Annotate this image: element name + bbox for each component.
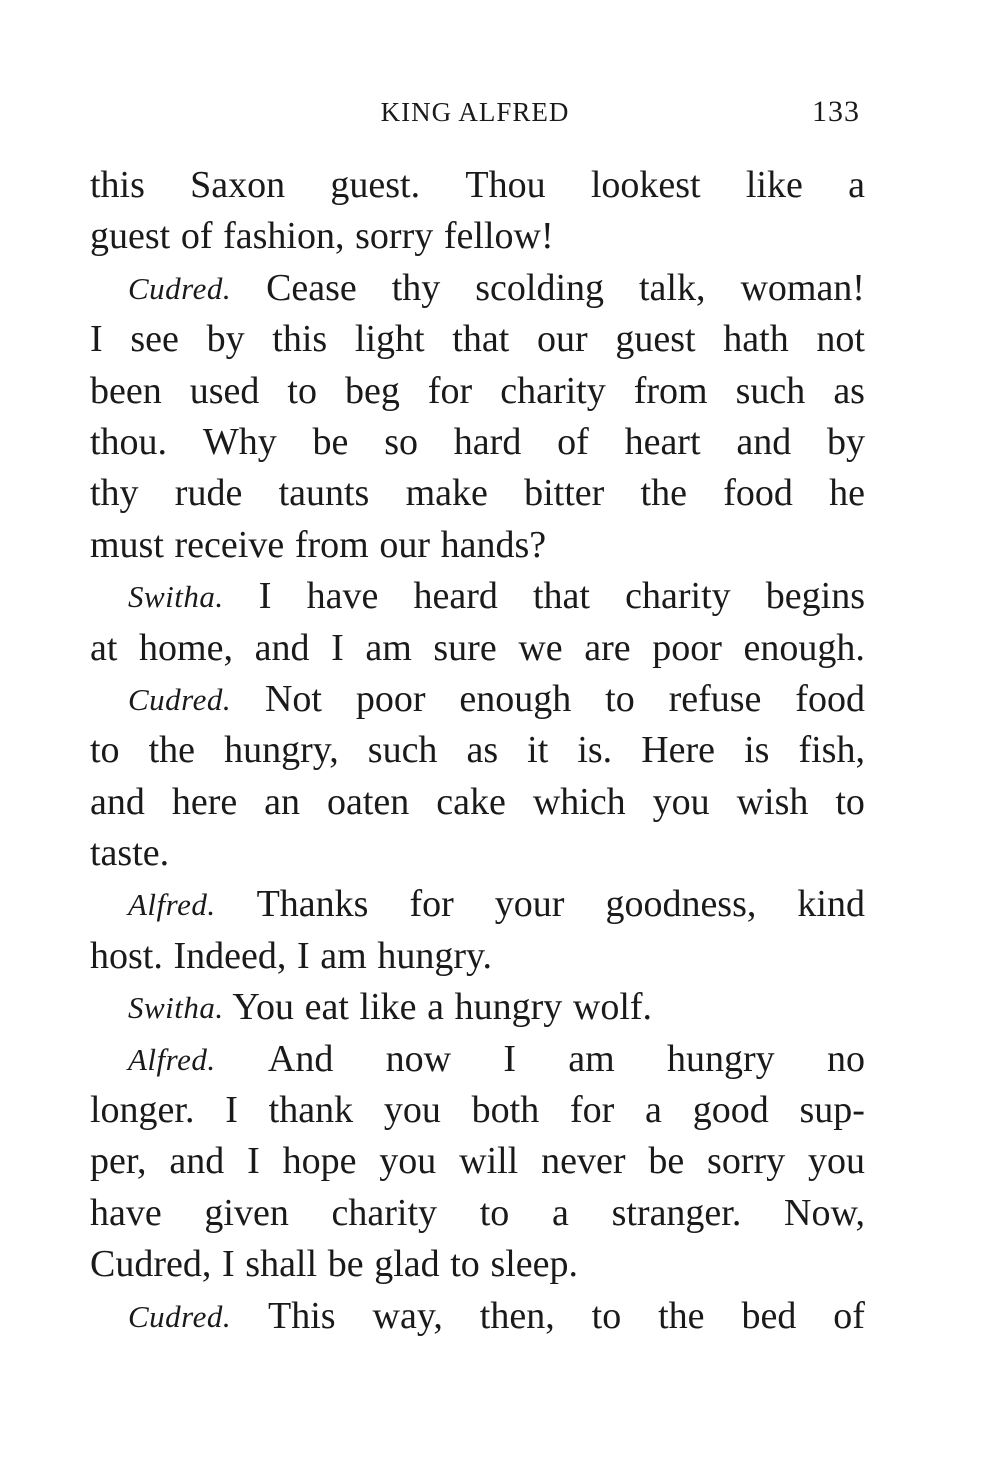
- word: taste.: [90, 832, 170, 875]
- word: heard: [413, 575, 498, 618]
- word: I: [90, 318, 103, 361]
- word: make: [405, 472, 488, 515]
- word: host.: [90, 934, 163, 977]
- text-line: [90, 879, 865, 930]
- word: the: [640, 472, 687, 515]
- word: then,: [479, 1294, 555, 1337]
- text-line: [90, 982, 865, 1033]
- text-line: [90, 1188, 865, 1239]
- word: I: [247, 1140, 260, 1183]
- word: of: [180, 215, 213, 258]
- text-line: [90, 1291, 865, 1342]
- text-line: [90, 674, 865, 725]
- word: a: [848, 164, 865, 206]
- word: poor: [355, 677, 426, 720]
- text-line: [90, 1136, 865, 1187]
- word: food: [723, 472, 793, 515]
- word: must: [90, 523, 164, 566]
- word: food: [795, 677, 865, 720]
- word: like: [745, 164, 803, 206]
- speaker-name: Cudred.: [128, 681, 232, 717]
- word: sup-: [799, 1089, 865, 1132]
- word: a: [645, 1089, 662, 1132]
- word: receive: [174, 523, 285, 566]
- word: light: [354, 318, 425, 361]
- word: at: [90, 626, 118, 669]
- page-number: 133: [812, 95, 860, 128]
- word: and: [736, 420, 792, 463]
- word: Thanks: [256, 883, 369, 926]
- word: you: [808, 1140, 865, 1183]
- word: I: [331, 626, 344, 669]
- word: to: [591, 1294, 622, 1337]
- word: like: [359, 986, 417, 1029]
- word: thy: [391, 266, 441, 309]
- word: have: [306, 575, 379, 618]
- word: Cudred,: [90, 1243, 212, 1286]
- word: wolf.: [572, 986, 653, 1029]
- word: hard: [453, 420, 522, 463]
- word: you: [379, 1140, 437, 1183]
- word: here: [171, 780, 238, 823]
- word: is: [744, 729, 770, 772]
- word: of: [833, 1294, 865, 1337]
- word: the: [148, 729, 196, 772]
- word: to: [605, 677, 635, 720]
- text-line: [90, 1239, 865, 1290]
- text-line: [90, 520, 865, 571]
- word: your: [494, 883, 565, 926]
- text-line: [90, 725, 865, 776]
- word: guest: [90, 215, 171, 258]
- word: to: [479, 1191, 510, 1234]
- word: no: [826, 1037, 865, 1080]
- word: longer.: [90, 1089, 195, 1132]
- running-head-title: KING ALFRED: [380, 97, 570, 127]
- text-line: [90, 211, 865, 262]
- word: that: [533, 575, 590, 618]
- word: hungry: [667, 1037, 775, 1080]
- word: see: [130, 318, 179, 361]
- word: kind: [797, 883, 865, 926]
- word: per,: [90, 1140, 147, 1183]
- text-line: [90, 571, 865, 622]
- word: thy: [90, 472, 139, 515]
- word: rude: [174, 472, 243, 515]
- word: a: [427, 986, 444, 1029]
- text-line: [90, 828, 865, 879]
- word: charity: [331, 1191, 438, 1234]
- word: for: [427, 369, 473, 412]
- word: such: [367, 729, 438, 772]
- word: shall: [245, 1243, 318, 1286]
- word: a: [552, 1191, 569, 1234]
- text-line: [90, 1085, 865, 1136]
- speaker-name: Alfred.: [128, 887, 216, 923]
- word: hungry.: [377, 934, 493, 977]
- text-body: [90, 160, 865, 1342]
- word: thank: [268, 1089, 354, 1132]
- word: poor: [652, 626, 722, 669]
- word: to: [450, 1243, 480, 1286]
- word: eat: [304, 986, 349, 1029]
- word: Not: [264, 677, 322, 720]
- word: and: [169, 1140, 225, 1183]
- word: as: [466, 729, 499, 772]
- word: for: [409, 883, 454, 926]
- word: You: [232, 986, 294, 1029]
- word: so: [384, 420, 418, 463]
- word: now: [385, 1037, 452, 1080]
- word: home,: [139, 626, 233, 669]
- word: will: [459, 1140, 519, 1183]
- word: And: [267, 1037, 334, 1080]
- word: sleep.: [490, 1243, 579, 1286]
- word: refuse: [668, 677, 762, 720]
- word: fellow!: [443, 215, 554, 258]
- word: our: [379, 523, 430, 566]
- running-head: [90, 95, 860, 135]
- speaker-name: Alfred.: [128, 1041, 216, 1077]
- word: glad: [374, 1243, 440, 1286]
- text-line: [90, 417, 865, 468]
- word: sorry: [355, 215, 434, 258]
- speaker-name: Cudred.: [128, 1298, 232, 1334]
- word: from: [294, 523, 369, 566]
- word: which: [532, 780, 626, 823]
- word: cake: [436, 780, 506, 823]
- word: by: [827, 420, 865, 463]
- word: Indeed,: [173, 934, 287, 977]
- word: Cease: [266, 266, 357, 309]
- speaker-name: Switha.: [128, 579, 224, 615]
- word: lookest: [590, 164, 701, 206]
- word: Now,: [784, 1191, 865, 1234]
- word: bed: [741, 1294, 797, 1337]
- word: hungry: [454, 986, 563, 1029]
- word: we: [518, 626, 563, 669]
- word: both: [471, 1089, 540, 1132]
- word: be: [312, 420, 349, 463]
- word: used: [189, 369, 260, 412]
- text-line: [90, 366, 865, 417]
- word: This: [268, 1294, 336, 1337]
- word: sure: [433, 626, 497, 669]
- word: fashion,: [223, 215, 345, 258]
- word: this: [90, 164, 145, 206]
- word: I: [297, 934, 310, 977]
- word: to: [90, 729, 120, 772]
- word: of: [557, 420, 589, 463]
- text-line: [90, 1034, 865, 1085]
- speaker-name: Switha.: [128, 990, 224, 1026]
- word: Why: [202, 420, 277, 463]
- word: as: [833, 369, 865, 412]
- word: it: [527, 729, 549, 772]
- word: goodness,: [605, 883, 757, 926]
- word: I: [225, 1089, 238, 1132]
- word: wish: [736, 780, 809, 823]
- word: be: [327, 1243, 364, 1286]
- word: enough.: [743, 626, 865, 669]
- word: an: [264, 780, 301, 823]
- word: fish,: [798, 729, 865, 772]
- word: woman!: [740, 266, 865, 309]
- word: good: [692, 1089, 769, 1132]
- text-line: [90, 263, 865, 314]
- word: hath: [723, 318, 789, 361]
- word: you: [652, 780, 710, 823]
- word: heart: [624, 420, 701, 463]
- word: beg: [345, 369, 400, 412]
- text-line: [90, 160, 865, 211]
- word: begins: [765, 575, 865, 618]
- text-line: [90, 777, 865, 828]
- text-line: [90, 931, 865, 982]
- word: I: [222, 1243, 235, 1286]
- word: Saxon: [190, 164, 286, 206]
- word: enough: [459, 677, 572, 720]
- word: and: [90, 780, 145, 823]
- word: bitter: [524, 472, 605, 515]
- word: way,: [372, 1294, 443, 1337]
- word: hope: [282, 1140, 357, 1183]
- word: such: [735, 369, 806, 412]
- word: never: [541, 1140, 626, 1183]
- word: guest: [615, 318, 696, 361]
- word: taunts: [278, 472, 370, 515]
- word: talk,: [639, 266, 706, 309]
- word: are: [584, 626, 631, 669]
- word: to: [287, 369, 317, 412]
- word: charity: [500, 369, 606, 412]
- word: you: [383, 1089, 441, 1132]
- word: for: [569, 1089, 615, 1132]
- word: sorry: [707, 1140, 786, 1183]
- word: hands?: [440, 523, 547, 566]
- word: Here: [641, 729, 716, 772]
- word: by: [206, 318, 245, 361]
- word: am: [320, 934, 367, 977]
- word: charity: [625, 575, 731, 618]
- word: given: [204, 1191, 289, 1234]
- word: I: [503, 1037, 516, 1080]
- word: and: [254, 626, 310, 669]
- word: that: [452, 318, 510, 361]
- word: is.: [577, 729, 613, 772]
- word: thou.: [90, 420, 168, 463]
- word: the: [658, 1294, 705, 1337]
- text-line: [90, 468, 865, 519]
- speaker-name: Cudred.: [128, 270, 232, 306]
- text-line: [90, 623, 865, 674]
- word: stranger.: [611, 1191, 742, 1234]
- word: he: [829, 472, 865, 515]
- word: guest.: [330, 164, 421, 206]
- text-line: [90, 314, 865, 365]
- word: been: [90, 369, 162, 412]
- word: have: [90, 1191, 162, 1234]
- word: scolding: [475, 266, 605, 309]
- word: I: [258, 575, 272, 618]
- word: to: [835, 780, 865, 823]
- word: am: [568, 1037, 615, 1080]
- word: Thou: [465, 164, 546, 206]
- word: not: [816, 318, 865, 361]
- word: from: [633, 369, 708, 412]
- word: be: [648, 1140, 685, 1183]
- word: our: [536, 318, 588, 361]
- word: hungry,: [224, 729, 339, 772]
- word: this: [272, 318, 328, 361]
- word: am: [365, 626, 412, 669]
- word: oaten: [327, 780, 410, 823]
